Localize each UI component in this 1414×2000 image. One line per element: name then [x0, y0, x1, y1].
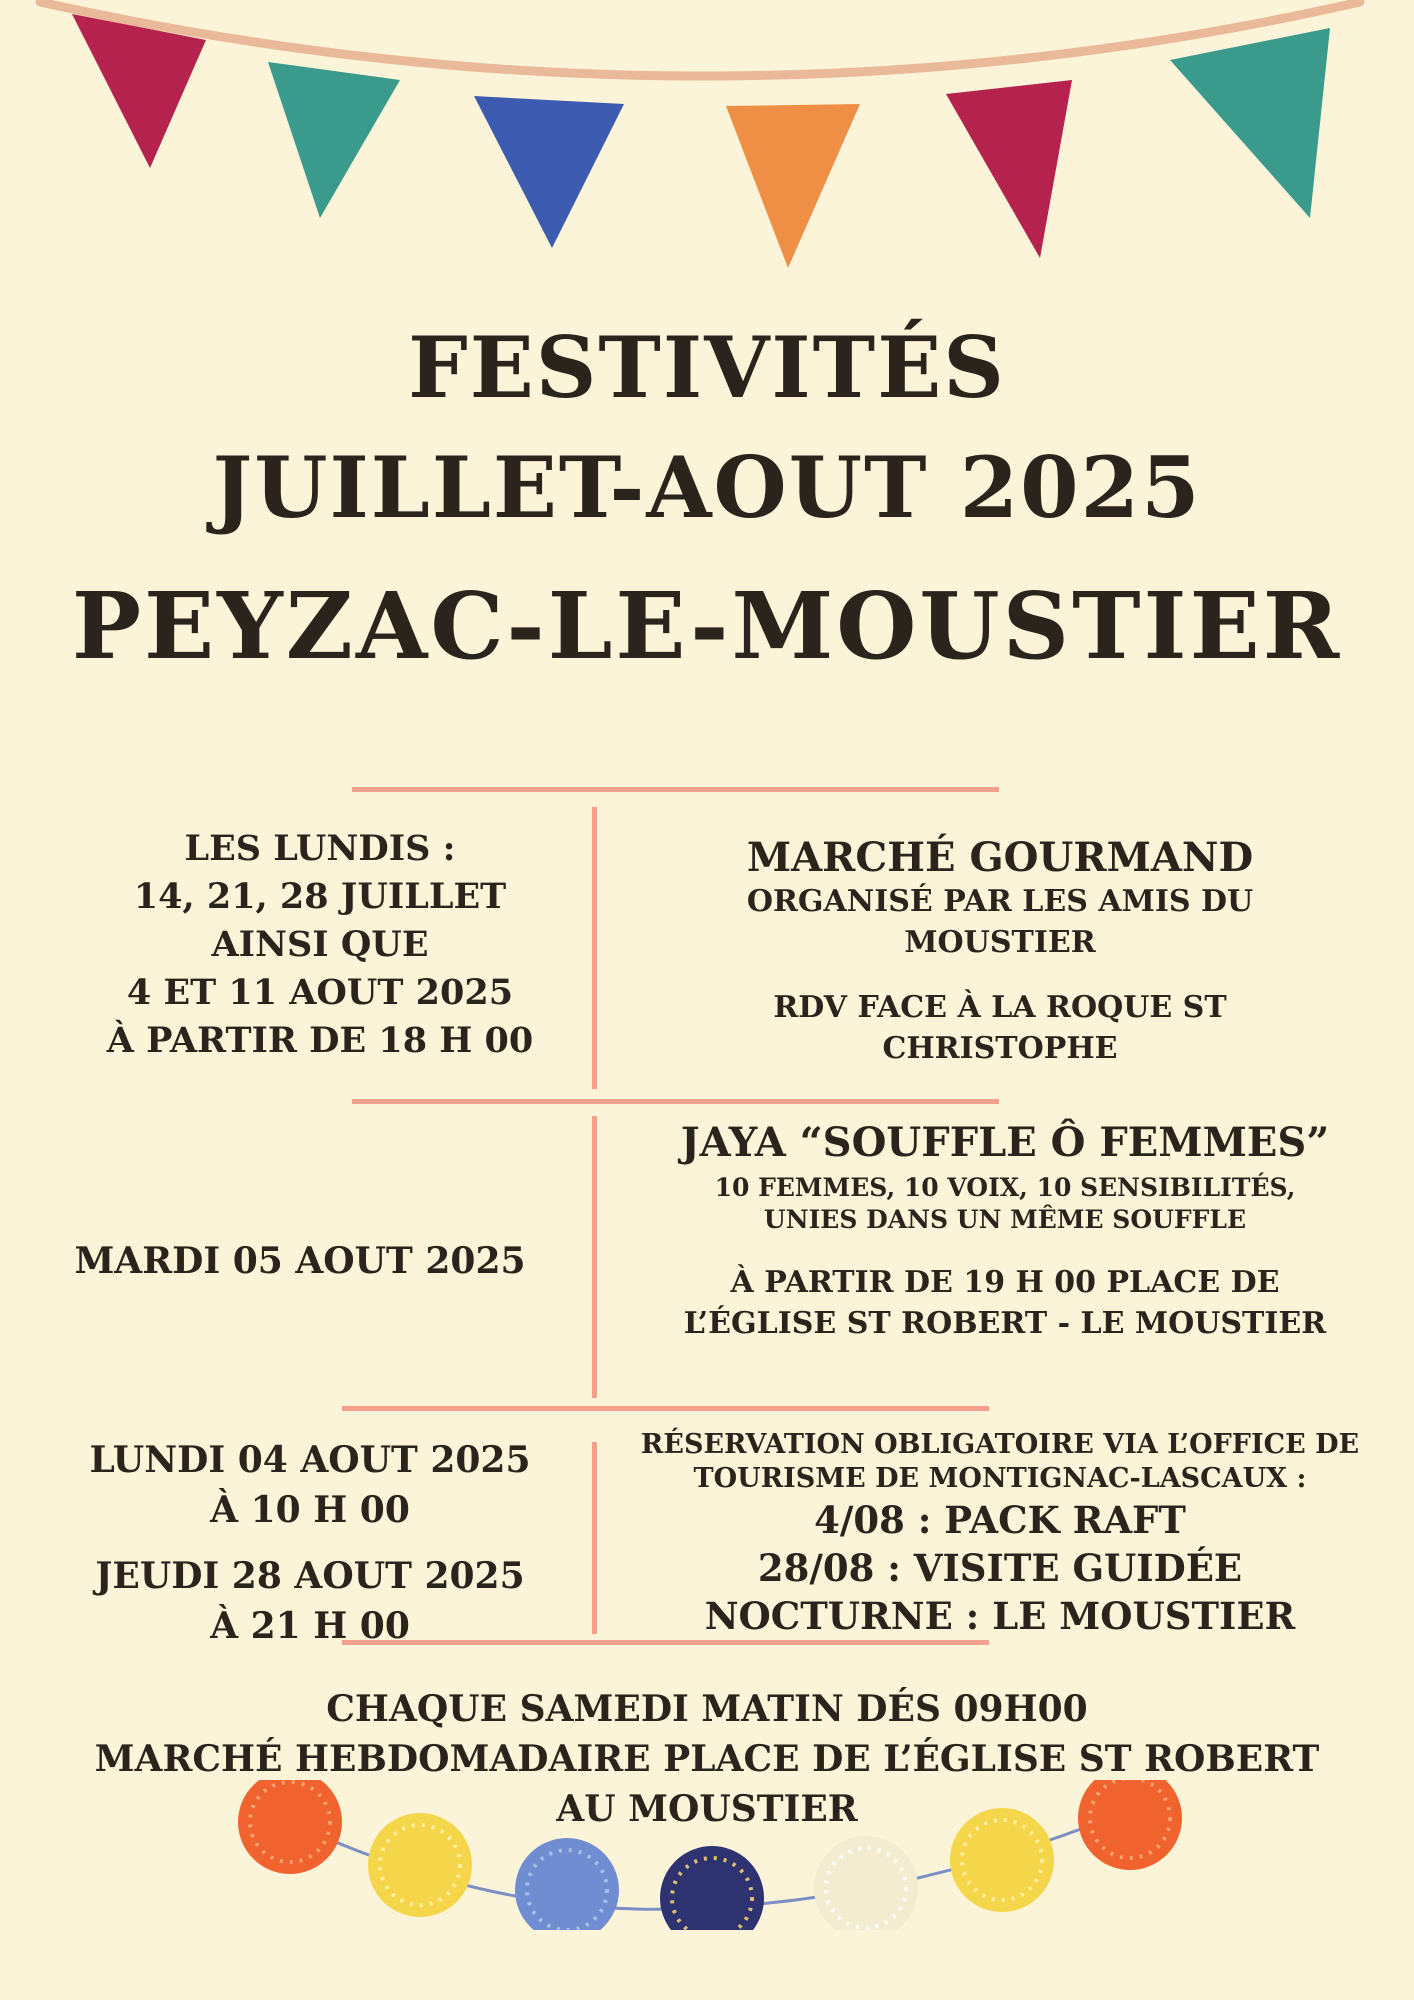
- pompom-garland: [0, 1780, 1414, 1930]
- title-line-1: FESTIVITÉS: [408, 318, 1006, 417]
- bunting-flag: [726, 104, 860, 268]
- footer-line: MARCHÉ HEBDOMADAIRE PLACE DE L’ÉGLISE ST ROBERT: [94, 1738, 1320, 1780]
- pompom: [660, 1846, 764, 1930]
- bunting-garland: [0, 0, 1414, 290]
- event-1-place-line: RDV FACE À LA ROQUE ST: [773, 990, 1227, 1025]
- divider-vertical-2: [592, 1116, 597, 1398]
- event-2-description-line: 10 FEMMES, 10 VOIX, 10 SENSIBILITÉS,: [714, 1173, 1296, 1202]
- event-1-place-line: CHRISTOPHE: [882, 1031, 1118, 1066]
- event-2-date: [20, 1240, 580, 1283]
- bunting-flag: [1170, 28, 1330, 218]
- event-3-activity-line: 4/08 : PACK RAFT: [814, 1498, 1186, 1542]
- event-1-dates: [60, 825, 580, 1065]
- event-2-place-line: À PARTIR DE 19 H 00 PLACE DE: [730, 1265, 1280, 1300]
- event-3-date-line: LUNDI 04 AOUT 2025: [89, 1439, 531, 1481]
- divider-vertical-3: [592, 1442, 597, 1634]
- divider-middle-2: [342, 1406, 989, 1411]
- pompom: [238, 1780, 342, 1874]
- event-2-place-line: L’ÉGLISE ST ROBERT - LE MOUSTIER: [683, 1306, 1327, 1341]
- event-1-date-line: LES LUNDIS :: [184, 828, 456, 869]
- event-1-date-line: AINSI QUE: [211, 924, 429, 965]
- footer-line: AU MOUSTIER: [556, 1788, 858, 1830]
- event-3-activity-line: NOCTURNE : LE MOUSTIER: [704, 1594, 1296, 1638]
- title-line-2: JUILLET-AOUT 2025: [212, 438, 1202, 537]
- bunting-flag: [268, 62, 400, 218]
- event-1-date-line: À PARTIR DE 18 H 00: [106, 1020, 534, 1061]
- divider-middle-1: [352, 1099, 999, 1104]
- event-2-details: [620, 1120, 1390, 1344]
- event-1-date-line: 4 ET 11 AOUT 2025: [126, 972, 514, 1013]
- event-2-date-line: MARDI 05 AOUT 2025: [74, 1240, 526, 1282]
- event-2-title: JAYA “SOUFFLE Ô FEMMES”: [680, 1119, 1330, 1166]
- divider-top: [352, 787, 999, 792]
- footer-line: CHAQUE SAMEDI MATIN DÉS 09H00: [326, 1688, 1088, 1730]
- bunting-flag: [474, 96, 624, 248]
- pompom: [368, 1813, 472, 1917]
- event-3-reservation-line: RÉSERVATION OBLIGATOIRE VIA L’OFFICE DE: [640, 1429, 1360, 1460]
- pompom: [1078, 1780, 1182, 1870]
- event-3-details: [600, 1428, 1400, 1640]
- event-1-date-line: 14, 21, 28 JUILLET: [133, 876, 507, 917]
- divider-vertical-1: [592, 807, 597, 1089]
- bunting-flag: [946, 80, 1072, 258]
- event-1-title: MARCHÉ GOURMAND: [746, 834, 1254, 881]
- pompom: [814, 1836, 918, 1930]
- title-line-3: PEYZAC-LE-MOUSTIER: [71, 572, 1343, 680]
- event-3-date-line: À 21 H 00: [210, 1605, 410, 1647]
- event-3-date-line: À 10 H 00: [210, 1489, 410, 1531]
- event-1-organiser-line: MOUSTIER: [904, 925, 1096, 960]
- event-1-details: [620, 835, 1380, 1069]
- pompom: [950, 1808, 1054, 1912]
- event-2-description-line: UNIES DANS UN MÊME SOUFFLE: [763, 1205, 1247, 1234]
- event-3-activity-line: 28/08 : VISITE GUIDÉE: [757, 1546, 1243, 1590]
- pompom: [515, 1838, 619, 1930]
- event-3-dates: [40, 1435, 580, 1651]
- event-3-reservation-line: TOURISME DE MONTIGNAC-LASCAUX :: [693, 1463, 1307, 1494]
- event-1-organiser-line: ORGANISÉ PAR LES AMIS DU: [746, 884, 1254, 919]
- bunting-flag: [72, 14, 206, 168]
- event-3-date-line: JEUDI 28 AOUT 2025: [95, 1555, 525, 1597]
